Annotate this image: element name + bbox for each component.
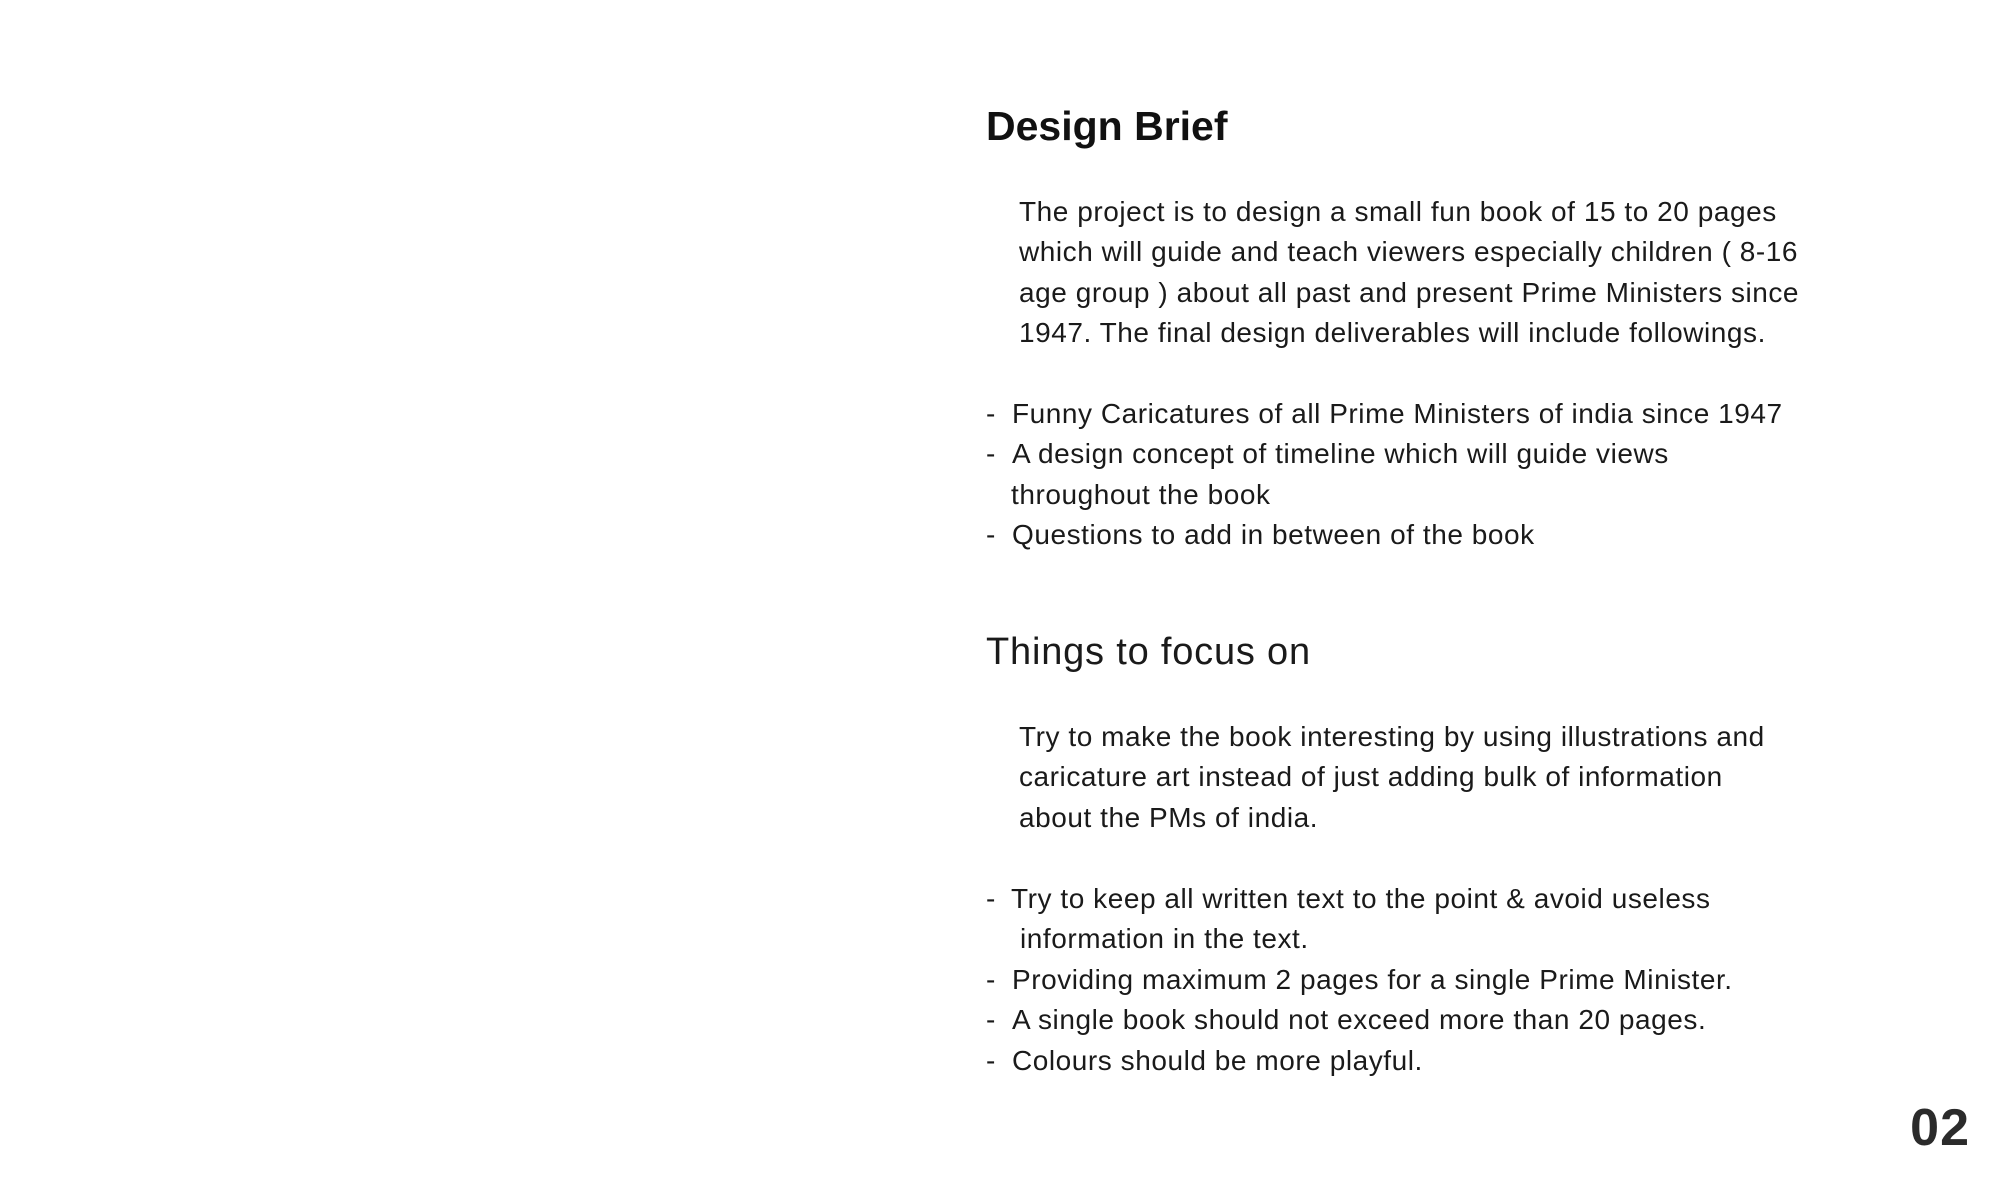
- paragraph-line: 1947. The final design deliverables will include followings.: [1019, 317, 1766, 349]
- paragraph-line: about the PMs of india.: [1019, 801, 1319, 833]
- bullet-dash: -: [986, 519, 996, 551]
- list-item: [986, 515, 1783, 555]
- list-item-text: A single book should not exceed more than 20 pages.: [1012, 1004, 1707, 1036]
- bullet-dash: -: [986, 1004, 996, 1036]
- paragraph-line: which will guide and teach viewers especially children ( 8-16: [1019, 236, 1799, 268]
- design-brief-paragraph: [1019, 192, 1799, 354]
- focus-paragraph: [1019, 717, 1765, 838]
- deliverables-list: [986, 394, 1783, 556]
- focus-list: [986, 879, 1733, 1081]
- list-item: [986, 1000, 1733, 1040]
- paragraph-line: The project is to design a small fun book of 15 to 20 pages: [1019, 196, 1777, 227]
- list-item-text: throughout the book: [1011, 478, 1271, 510]
- list-item: [986, 1041, 1733, 1081]
- list-item-text: Questions to add in between of the book: [1012, 519, 1535, 551]
- list-item-text: Try to keep all written text to the point & avoid useless: [1011, 883, 1711, 914]
- bullet-dash: -: [986, 883, 996, 914]
- design-brief-title: Design Brief: [986, 103, 1228, 149]
- list-item-text: Providing maximum 2 pages for a single Prime Minister.: [1012, 963, 1733, 995]
- bullet-dash: -: [986, 1044, 996, 1076]
- bullet-dash: -: [986, 963, 996, 995]
- page-number: 02: [1910, 1099, 1970, 1157]
- list-item: [986, 879, 1733, 960]
- paragraph-line: age group ) about all past and present Prime Ministers since: [1019, 276, 1800, 308]
- list-item-text: A design concept of timeline which will guide views: [1012, 438, 1669, 470]
- list-item: [986, 394, 1783, 434]
- list-item: [986, 960, 1733, 1000]
- bullet-dash: -: [986, 438, 996, 470]
- list-item: [986, 434, 1783, 515]
- paragraph-line: Try to make the book interesting by using illustrations and: [1019, 721, 1765, 752]
- list-item-text: Funny Caricatures of all Prime Ministers of india since 1947: [1012, 398, 1783, 429]
- focus-title: Things to focus on: [986, 631, 1311, 673]
- list-item-text: information in the text.: [1020, 923, 1309, 955]
- paragraph-line: caricature art instead of just adding bulk of information: [1019, 761, 1723, 793]
- list-item-text: Colours should be more playful.: [1012, 1044, 1423, 1076]
- bullet-dash: -: [986, 398, 996, 429]
